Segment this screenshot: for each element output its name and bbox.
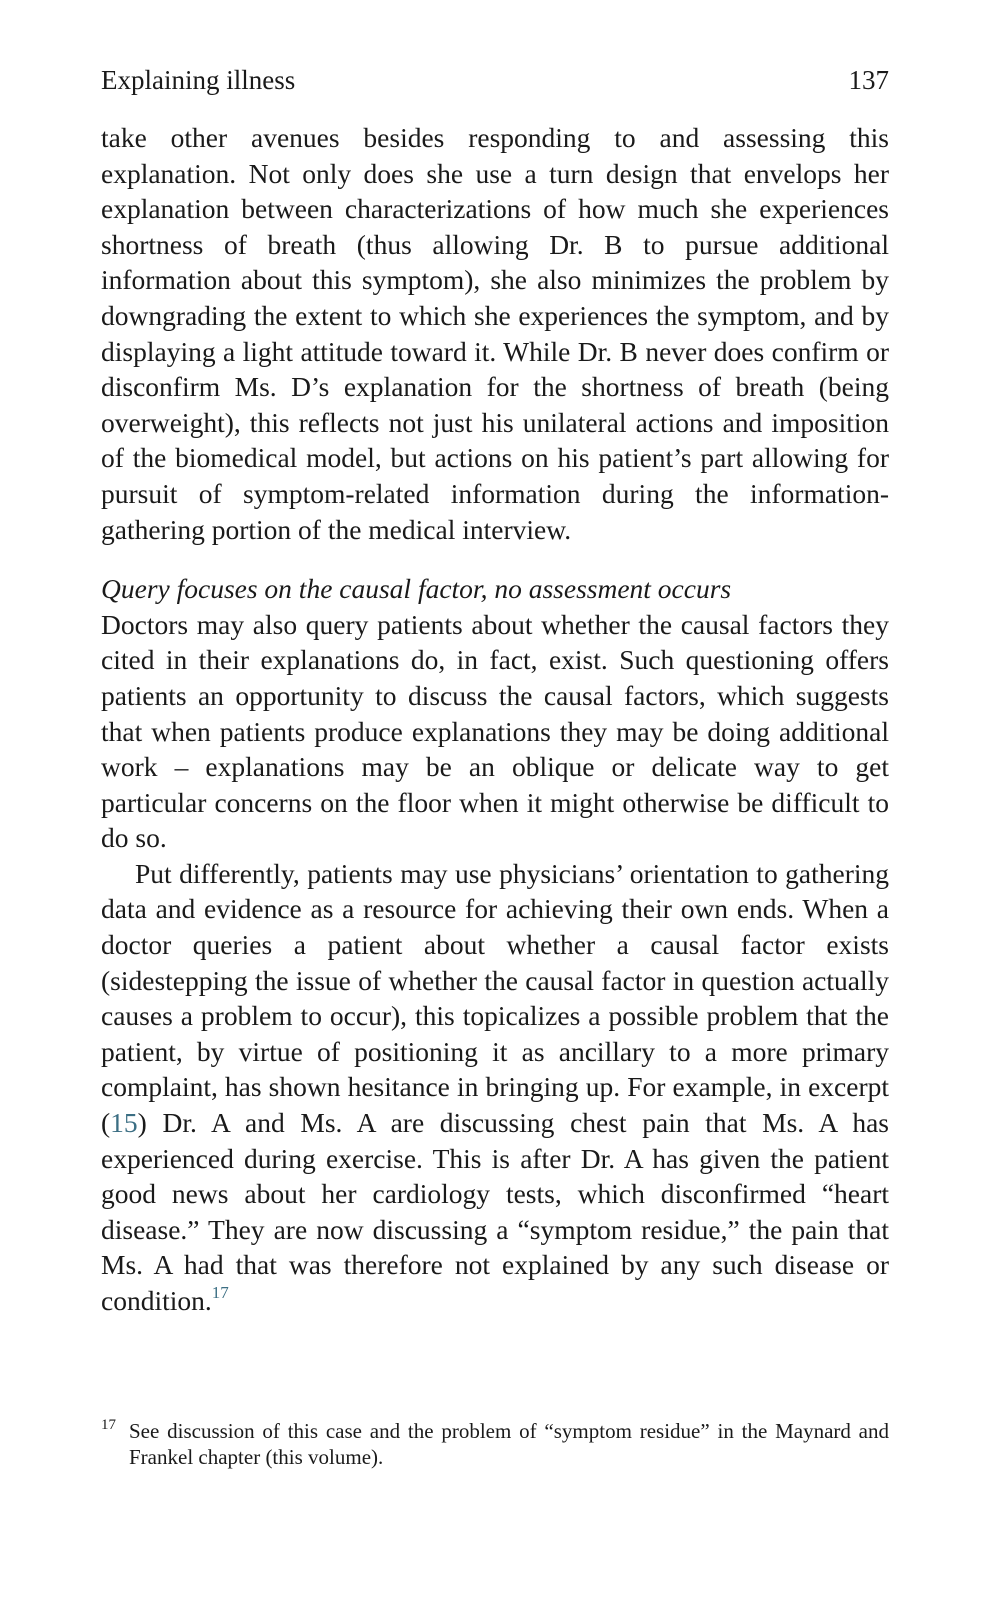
running-head (101, 62, 889, 98)
paragraph-text: Put differently, patients may use physicians’ orientation to gathering data and evidence as a resource for achieving their own ends. When a doctor queries a patient about whether a causal factor exists (sidestepping the issue of whether the causal factor in question actually causes a problem to occur), this topicalizes a possible problem that the patient, by virtue of positioning it as ancillary to a more primary complaint, has shown hesitance in bringing up. For example, in excerpt ( (101, 857, 889, 1139)
section-heading: Query focuses on the causal factor, no assessment occurs (101, 573, 732, 605)
page (101, 62, 889, 1319)
paragraph-text: ) Dr. A and Ms. A are discussing chest pain that Ms. A has experienced during exercise. This is after Dr. A has given the patient good news about her cardiology tests, which disconfirmed “heart disease.” They are now discussing a “symptom residue,” the pain that Ms. A had that was therefore not explained by any such disease or condition. (101, 1107, 889, 1316)
body-text (101, 120, 889, 1319)
running-title: Explaining illness (101, 65, 296, 95)
footnote-reference-link[interactable]: 17 (211, 1283, 229, 1302)
footnote (101, 1418, 889, 1470)
footnote-text: See discussion of this case and the problem of “symptom residue” in the Maynard and Frankel chapter (this volume). (129, 1419, 889, 1469)
page-number: 137 (848, 65, 889, 95)
paragraph: take other avenues besides responding to and assessing this explanation. Not only does she use a turn design that envelops her explanation between characterizations of how much she experiences shortness of breath (thus allowing Dr. B to pursue additional information about this symptom), she also minimizes the problem by downgrading the extent to which she experiences the symptom, and by displaying a light attitude toward it. While Dr. B never does confirm or disconfirm Ms. D’s explanation for the shortness of breath (being overweight), this reflects not just his unilateral actions and imposition of the biomedical model, but actions on his patient’s part allowing for pursuit of symptom-related information during the information-gathering portion of the medical interview. (101, 122, 889, 545)
excerpt-reference-link[interactable]: 15 (110, 1107, 138, 1139)
paragraph (101, 856, 889, 1319)
footnote-number: 17 (101, 1417, 116, 1433)
paragraph: Doctors may also query patients about whether the causal factors they cited in their explanations do, in fact, exist. Such questioning offers patients an opportunity to discuss the causal factors, which suggests that when patients produce explanations they may be doing additional work – explanations may be an oblique or delicate way to get particular concerns on the floor when it might otherwise be difficult to do so. (101, 608, 889, 854)
